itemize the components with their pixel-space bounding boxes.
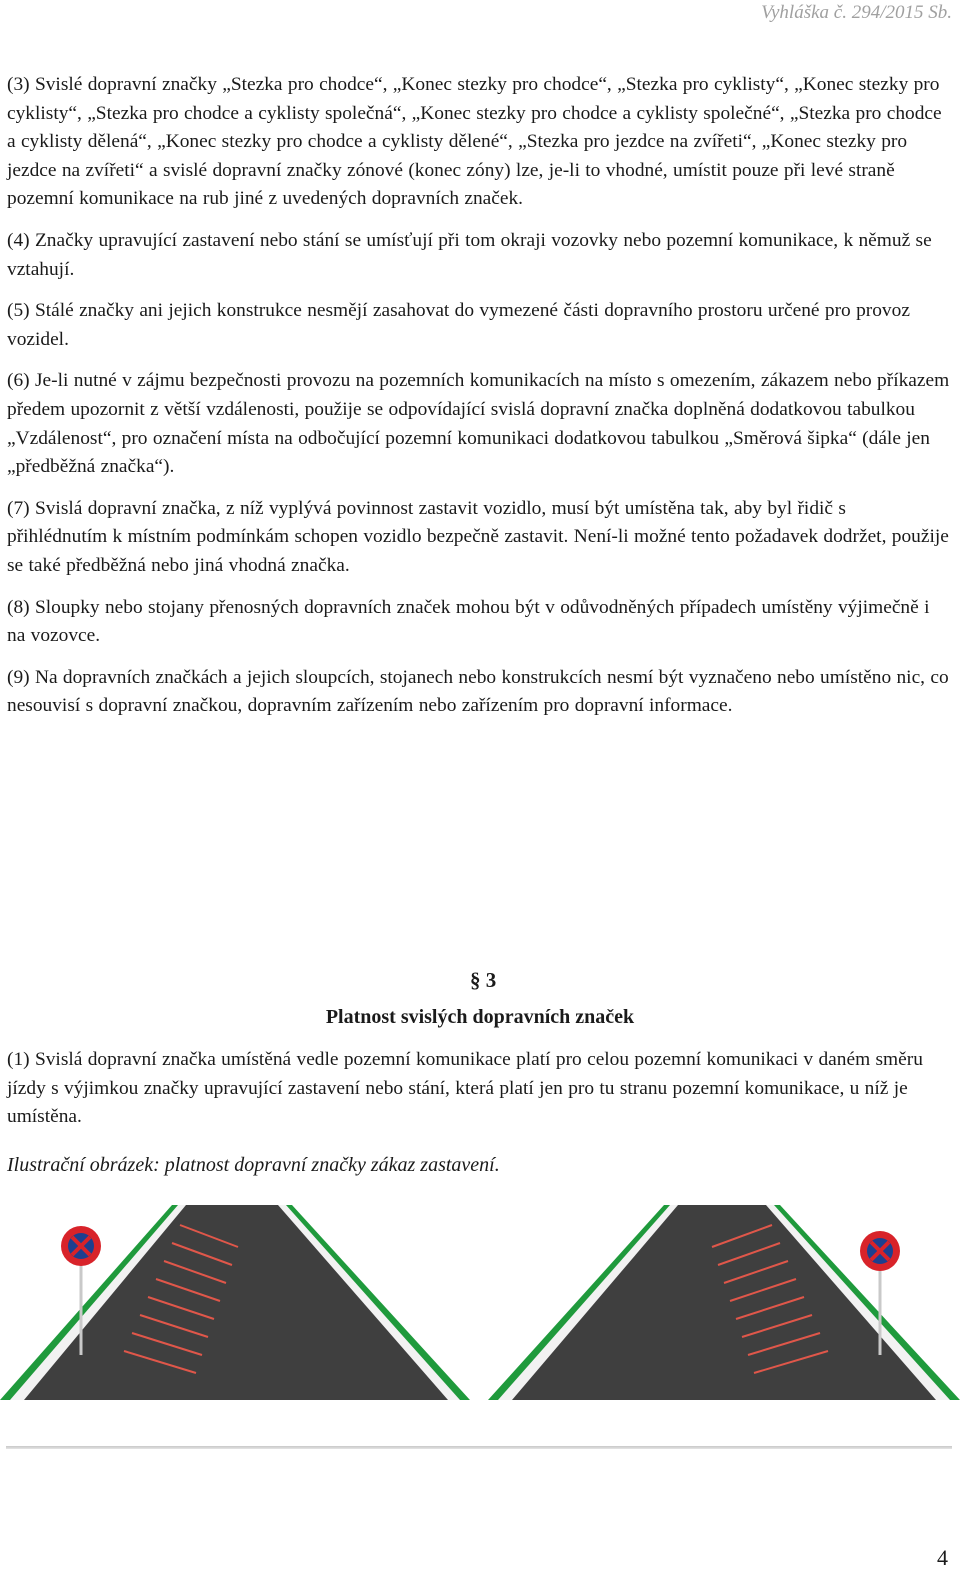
left-road-scene (0, 1205, 470, 1400)
page-number: 4 (937, 1545, 948, 1570)
right-no-stopping-sign (860, 1231, 900, 1271)
paragraph-6: (6) Je-li nutné v zájmu bezpečnosti provozu na pozemních komunikacích na místo s omezením, zákazem nebo příkazem předem upozornit z větší vzdálenosti, použije se odpovídající svislá dopravní značka doplněná dodatkovou tabulkou „Vzdálenost“, pro označení místa na odbočující pozemní komunikaci dodatkovou tabulkou „Směrová šipka“ (dále jen „předběžná značka“). (7, 370, 950, 478)
right-road-scene (488, 1205, 960, 1400)
paragraph-7: (7) Svislá dopravní značka, z níž vyplývá povinnost zastavit vozidlo, musí být umístěna tak, aby byl řidič s přihlédnutím k místním podmínkám schopen vozidlo bezpečně zastavit. Není-li možné tento požadavek dodržet, použije se také předběžná nebo jiná vhodná značka. (7, 497, 949, 576)
paragraph-3: (3) Svislé dopravní značky „Stezka pro chodce“, „Konec stezky pro chodce“, „Stezka pro cyklisty“, „Konec stezky pro cyklisty“, „Stezka pro chodce a cyklisty společná“, „Konec stezky pro chodce a cyklisty společné“, „Stezka pro chodce a cyklisty dělená“, „Konec stezky pro chodce a cyklisty dělené“, „Stezka pro jezdce na zvířeti“, „Konec stezky pro jezdce na zvířeti“ a svislé dopravní značky zónové (konec zóny) lze, je-li to vhodné, umístit pouze při levé straně pozemní komunikace na rub jiné z uvedených dopravních značek. (7, 74, 942, 210)
section-number: § 3 (470, 968, 497, 992)
document-reference: Vyhláška č. 294/2015 Sb. (761, 2, 952, 23)
illustration-caption: Ilustrační obrázek: platnost dopravní značky zákaz zastavení. (7, 1154, 500, 1176)
horizontal-divider (6, 1446, 952, 1449)
section-paragraph-1: (1) Svislá dopravní značka umístěná vedle pozemní komunikace platí pro celou pozemní komunikaci v daném směru jízdy s výjimkou značky upravující zastavení nebo stání, která platí jen pro tu stranu pozemní komunikace, u níž je umístěna. (7, 1049, 923, 1128)
left-no-stopping-sign (61, 1226, 101, 1266)
no-stopping-illustration (0, 1205, 960, 1420)
paragraph-8: (8) Sloupky nebo stojany přenosných dopravních značek mohou být v odůvodněných případech umístěny výjimečně i na vozovce. (7, 596, 930, 647)
section-title: Platnost svislých dopravních značek (325, 1006, 635, 1028)
paragraph-4: (4) Značky upravující zastavení nebo stání se umísťují při tom okraji vozovky nebo pozemní komunikace, k němuž se vztahují. (7, 229, 932, 280)
paragraph-5: (5) Stálé značky ani jejich konstrukce nesmějí zasahovat do vymezené části dopravního prostoru určené pro provoz vozidel. (7, 300, 910, 350)
paragraph-9: (9) Na dopravních značkách a jejich sloupcích, stojanech nebo konstrukcích nesmí být vyznačeno nebo umístěno nic, co nesouvisí s dopravní značkou, dopravním zařízením nebo zařízením pro dopravní informace. (7, 666, 949, 717)
section-text (7, 1046, 951, 1145)
main-text (7, 71, 951, 734)
